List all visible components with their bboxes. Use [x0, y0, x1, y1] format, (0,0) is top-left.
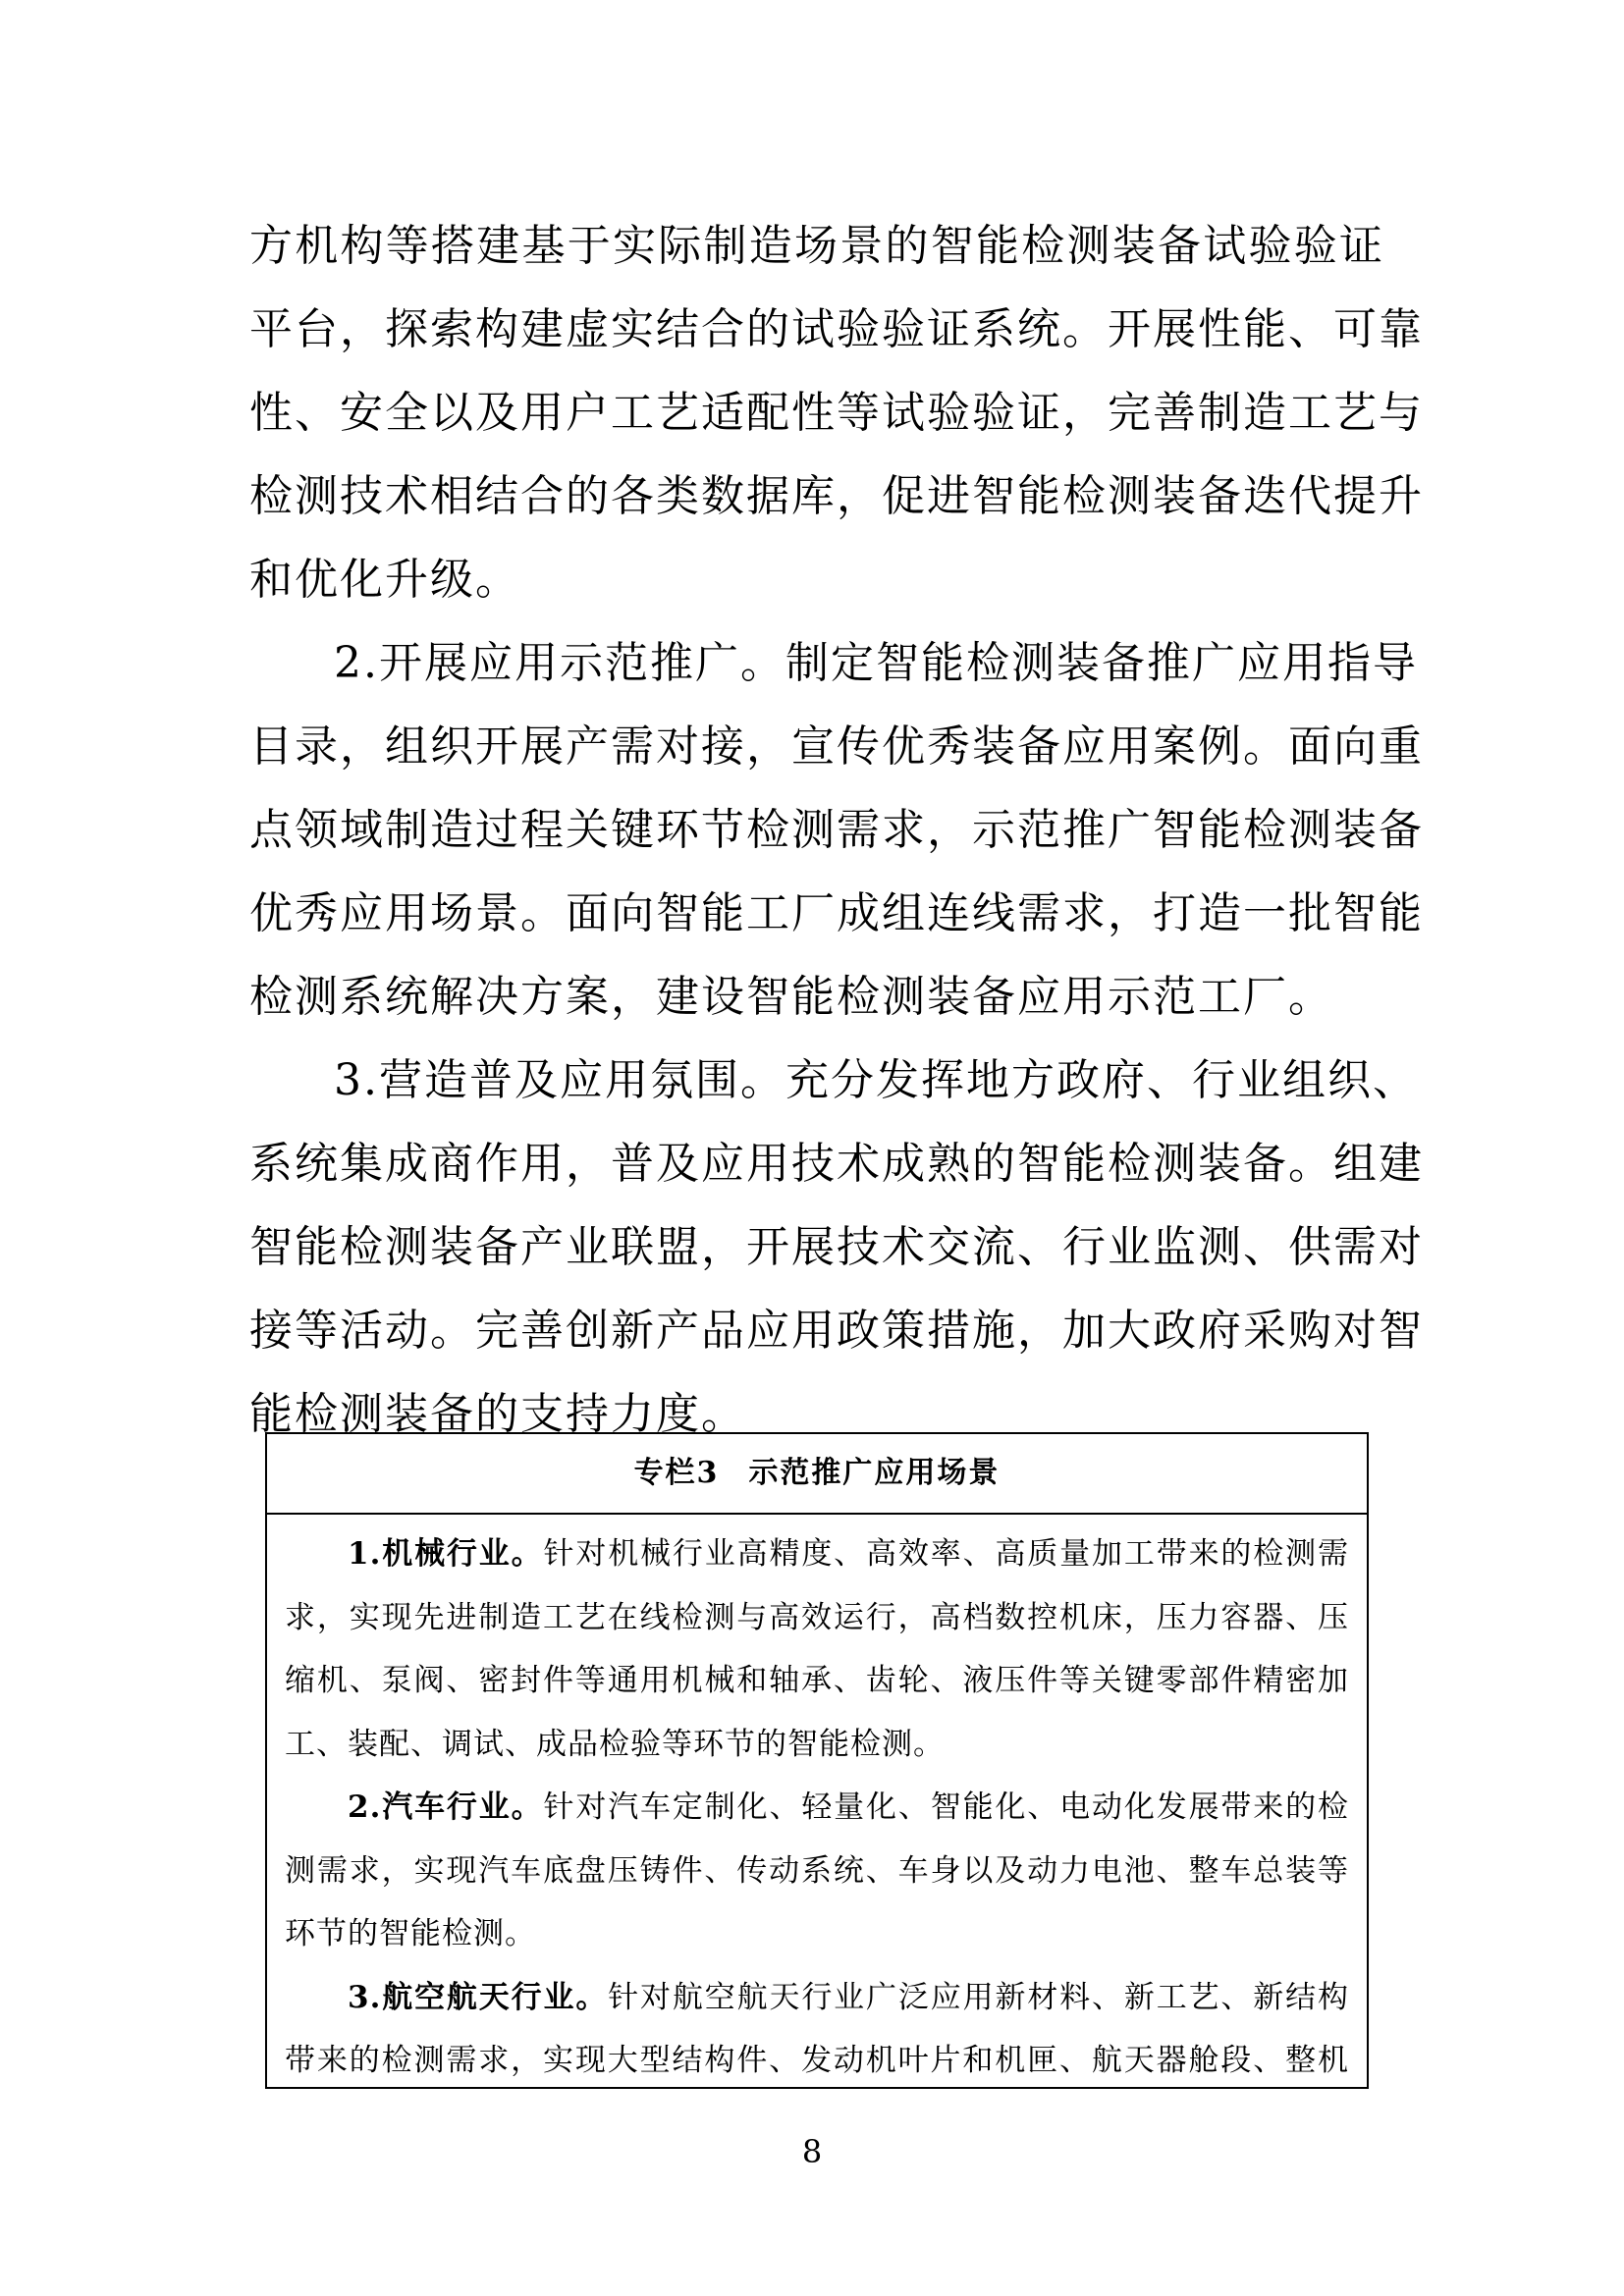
box-item-line: 环节的智能检测。 [285, 1916, 536, 1951]
box-item-line [285, 1966, 1349, 2030]
box-item-text: 针对汽车定制化、轻量化、智能化、电动化发展带来的检 [543, 1789, 1349, 1825]
paragraph-line: 检测技术相结合的各类数据库，促进智能检测装备迭代提升 [249, 471, 1424, 521]
paragraph-line: 优秀应用场景。面向智能工厂成组连线需求，打造一批智能 [249, 888, 1424, 938]
box-item-text: 针对机械行业高精度、高效率、高质量加工带来的检测需 [543, 1536, 1349, 1572]
paragraph-line: 接等活动。完善创新产品应用政策措施，加大政府采购对智 [249, 1306, 1424, 1356]
box-item-heading: 3.航空航天行业。 [348, 1979, 609, 2015]
box-title [267, 1434, 1367, 1515]
paragraph-line: 系统集成商作用，普及应用技术成熟的智能检测装备。组建 [249, 1139, 1424, 1189]
box-title-text: 示范推广应用场景 [748, 1456, 1001, 1490]
page-number: 8 [801, 2133, 823, 2170]
box-item-text: 针对航空航天行业广泛应用新材料、新工艺、新结构 [608, 1979, 1349, 2015]
box-item-line: 缩机、泵阀、密封件等通用机械和轴承、齿轮、液压件等关键零部件精密加 [285, 1663, 1349, 1698]
box-item-line: 带来的检测需求，实现大型结构件、发动机叶片和机匣、航天器舱段、整机 [285, 2043, 1349, 2078]
paragraph-line: 3.营造普及应用氛围。充分发挥地方政府、行业组织、 [334, 1055, 1418, 1105]
box-item-line: 工、装配、调试、成品检验等环节的智能检测。 [285, 1726, 945, 1762]
box-item-heading: 1.机械行业。 [348, 1536, 544, 1572]
box-item-line: 测需求，实现汽车底盘压铸件、传动系统、车身以及动力电池、整车总装等 [285, 1852, 1349, 1889]
box-title-label: 专栏3 [633, 1456, 720, 1490]
paragraph-line: 目录，组织开展产需对接，宣传优秀装备应用案例。面向重 [249, 721, 1424, 772]
paragraph-line: 性、安全以及用户工艺适配性等试验验证，完善制造工艺与 [249, 388, 1424, 438]
box-item-line [285, 1776, 1349, 1840]
box-item-line: 求，实现先进制造工艺在线检测与高效运行，高档数控机床，压力容器、压 [285, 1599, 1349, 1635]
body-text [249, 204, 1424, 1456]
paragraph-line: 能检测装备的支持力度。 [249, 1389, 746, 1439]
paragraph-line: 平台，探索构建虚实结合的试验验证系统。开展性能、可靠 [249, 304, 1424, 354]
paragraph-line: 方机构等搭建基于实际制造场景的智能检测装备试验验证 [249, 221, 1384, 271]
paragraph-line: 智能检测装备产业联盟，开展技术交流、行业监测、供需对 [249, 1222, 1424, 1272]
paragraph-line: 和优化升级。 [249, 555, 520, 605]
paragraph-line: 检测系统解决方案，建设智能检测装备应用示范工厂。 [249, 972, 1333, 1022]
box-item-line [285, 1522, 1349, 1586]
sidebar-box [265, 1432, 1369, 2089]
box-item-heading: 2.汽车行业。 [348, 1789, 544, 1825]
box-body [267, 1515, 1367, 2093]
paragraph-line: 2.开展应用示范推广。制定智能检测装备推广应用指导 [334, 638, 1418, 688]
paragraph-line: 点领域制造过程关键环节检测需求，示范推广智能检测装备 [249, 805, 1424, 855]
